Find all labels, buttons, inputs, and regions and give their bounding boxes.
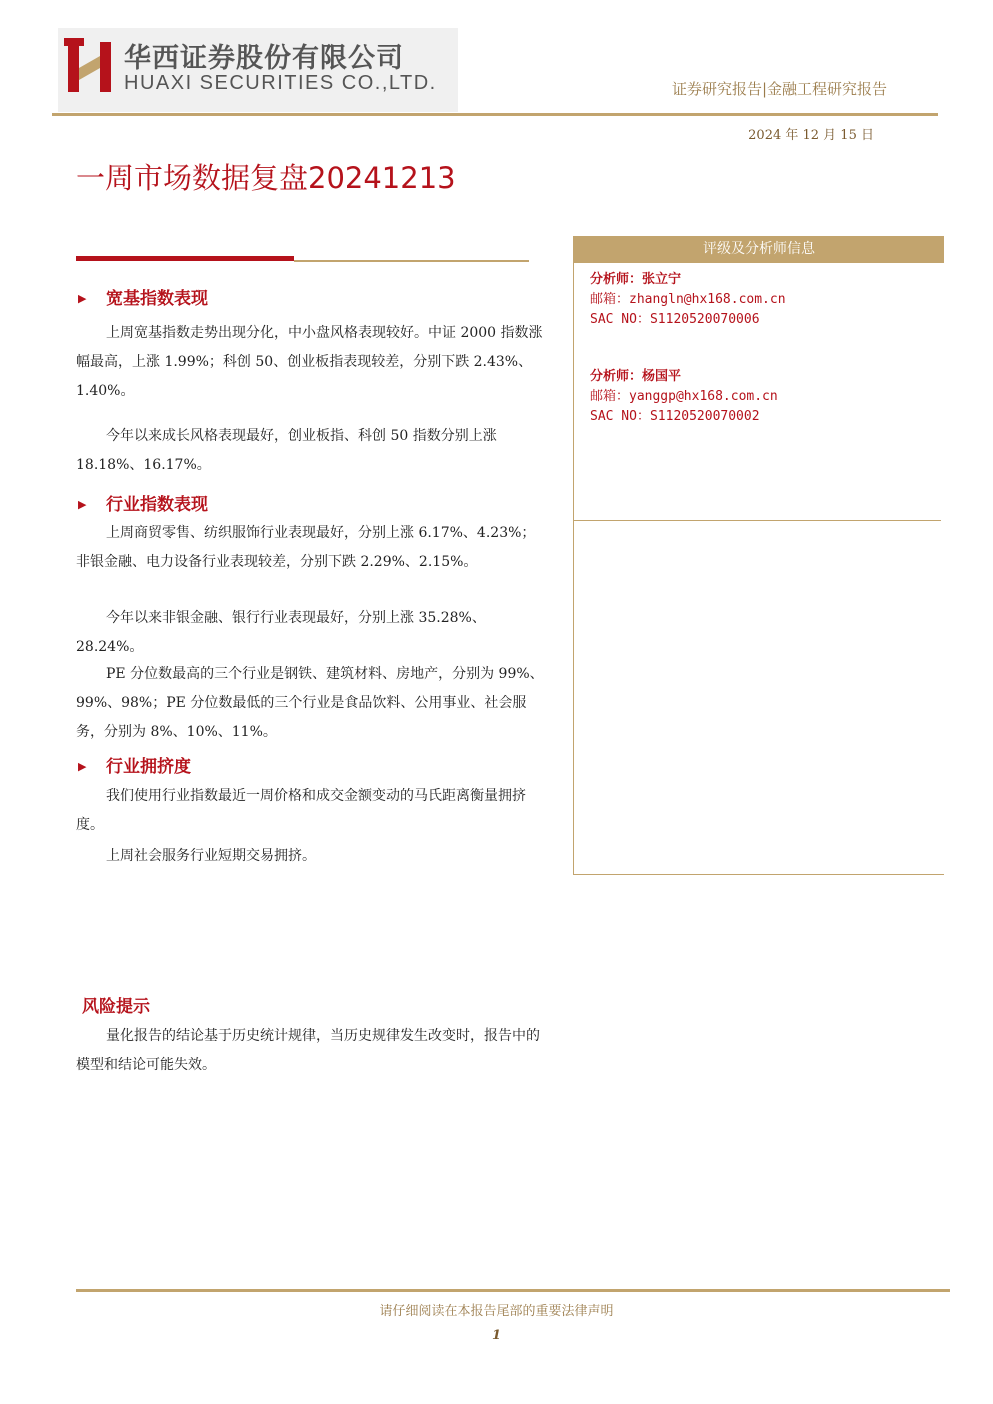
section-heading-broad-index: ▶ 宽基指数表现: [78, 289, 208, 309]
triangle-bullet-icon: ▶: [78, 498, 87, 511]
page-title: 一周市场数据复盘20241213: [76, 161, 456, 195]
panel-divider: [574, 520, 941, 521]
report-date: 2024 年 12 月 15 日: [748, 128, 874, 143]
company-logo: [58, 28, 458, 112]
risk-heading: 风险提示: [82, 997, 150, 1017]
analyst-sac: SAC NO：S1120520070006: [590, 312, 760, 327]
analyst-email: 邮箱：yanggp@hx168.com.cn: [590, 389, 778, 404]
analyst-panel-heading: 评级及分析师信息: [574, 236, 944, 263]
analyst-name: 分析师：杨国平: [590, 369, 682, 384]
huaxi-logo-icon: [64, 38, 116, 96]
company-name-en: HUAXI SECURITIES CO.,LTD.: [124, 72, 437, 94]
triangle-bullet-icon: ▶: [78, 760, 87, 773]
analyst-name: 分析师：张立宁: [590, 272, 682, 287]
risk-paragraph: 量化报告的结论基于历史统计规律，当历史规律发生改变时，报告中的模型和结论可能失效。: [76, 1028, 540, 1073]
footer-divider: [76, 1289, 950, 1292]
header-divider: [52, 113, 938, 116]
footer-disclaimer: 请仔细阅读在本报告尾部的重要法律声明: [379, 1304, 614, 1319]
section-heading-crowding: ▶ 行业拥挤度: [78, 757, 191, 777]
triangle-bullet-icon: ▶: [78, 292, 87, 305]
title-rule: [294, 260, 529, 262]
section-paragraph: PE 分位数最高的三个行业是钢铁、建筑材料、房地产，分别为 99%、99%、98%；PE 分位数最低的三个行业是食品饮料、公用事业、社会服务，分别为 8%、10%、11%。: [76, 666, 544, 740]
title-rule-accent: [76, 256, 294, 261]
section-heading-industry-index: ▶ 行业指数表现: [78, 495, 208, 515]
analyst-sac: SAC NO：S1120520070002: [590, 409, 760, 424]
section-paragraph: 我们使用行业指数最近一周价格和成交金额变动的马氏距离衡量拥挤度。: [76, 788, 526, 833]
analyst-email: 邮箱：zhangln@hx168.com.cn: [590, 292, 786, 307]
section-paragraph: 上周宽基指数走势出现分化，中小盘风格表现较好。中证 2000 指数涨幅最高，上涨 1.99%；科创 50、创业板指表现较差，分别下跌 2.43%、1.40%。: [76, 325, 543, 399]
report-type: 证券研究报告|金融工程研究报告: [671, 80, 887, 98]
section-paragraph: 今年以来非银金融、银行行业表现最好，分别上涨 35.28%、28.24%。: [76, 610, 486, 655]
section-paragraph: 上周商贸零售、纺织服饰行业表现最好，分别上涨 6.17%、4.23%；非银金融、电力设备行业表现较差，分别下跌 2.29%、2.15%。: [76, 525, 536, 570]
company-name-cn: 华西证券股份有限公司: [124, 43, 404, 74]
analyst-panel: [573, 236, 944, 875]
section-paragraph: 上周社会服务行业短期交易拥挤。: [106, 848, 316, 864]
page-number: 1: [491, 1328, 502, 1343]
section-paragraph: 今年以来成长风格表现最好，创业板指、科创 50 指数分别上涨 18.18%、16.17%。: [76, 428, 497, 473]
